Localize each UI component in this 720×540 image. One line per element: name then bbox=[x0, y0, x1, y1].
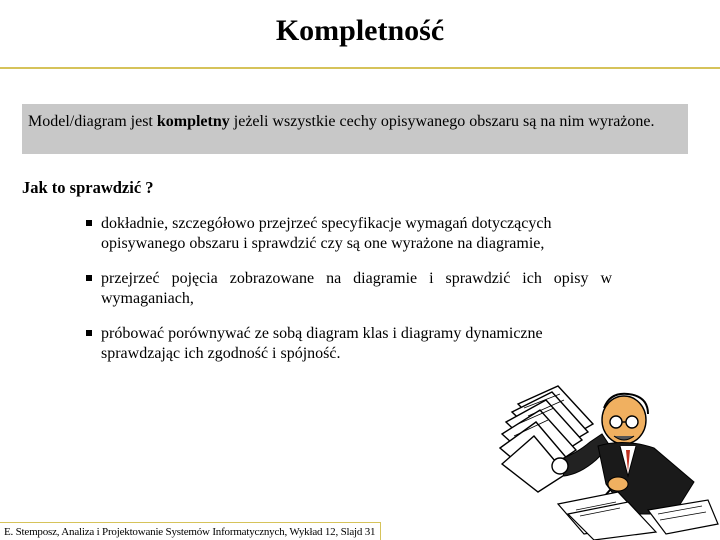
bullet-item bbox=[86, 214, 612, 254]
bullet-text: przejrzeć pojęcia zobrazowane na diagramie i sprawdzić ich opisy w wymaganiach, bbox=[101, 270, 612, 307]
footer-divider-vertical bbox=[380, 522, 381, 540]
bullet-text: dokładnie, szczegółowo przejrzeć specyfikacje wymagań dotyczących opisywanego obszaru i sprawdzić czy są one wyrażone na diagramie, bbox=[101, 215, 552, 252]
bullet-item bbox=[86, 324, 612, 364]
definition-keyword: kompletny bbox=[156, 113, 230, 130]
definition-text-end: jeżeli wszystkie cechy opisywanego obszaru są na nim wyrażone. bbox=[229, 113, 655, 130]
footer-divider bbox=[0, 522, 380, 523]
title-divider bbox=[0, 67, 720, 69]
bullet-square-icon bbox=[86, 330, 92, 336]
definition-box bbox=[22, 104, 688, 154]
bullet-square-icon bbox=[86, 220, 92, 226]
bullet-list bbox=[86, 214, 612, 379]
definition-text-start: Model/diagram jest bbox=[28, 113, 157, 130]
bullet-text: próbować porównywać ze sobą diagram klas i diagramy dynamiczne sprawdzając ich zgodność i spójność. bbox=[101, 325, 543, 362]
slide-title: Kompletność bbox=[275, 14, 445, 47]
bullet-item bbox=[86, 269, 612, 309]
slide-footer: E. Stemposz, Analiza i Projektowanie Systemów Informatycznych, Wykład 12, Slajd 31 bbox=[4, 526, 376, 538]
bullet-square-icon bbox=[86, 275, 92, 281]
question-heading: Jak to sprawdzić ? bbox=[22, 178, 154, 197]
man-reading-papers-icon bbox=[498, 364, 720, 540]
